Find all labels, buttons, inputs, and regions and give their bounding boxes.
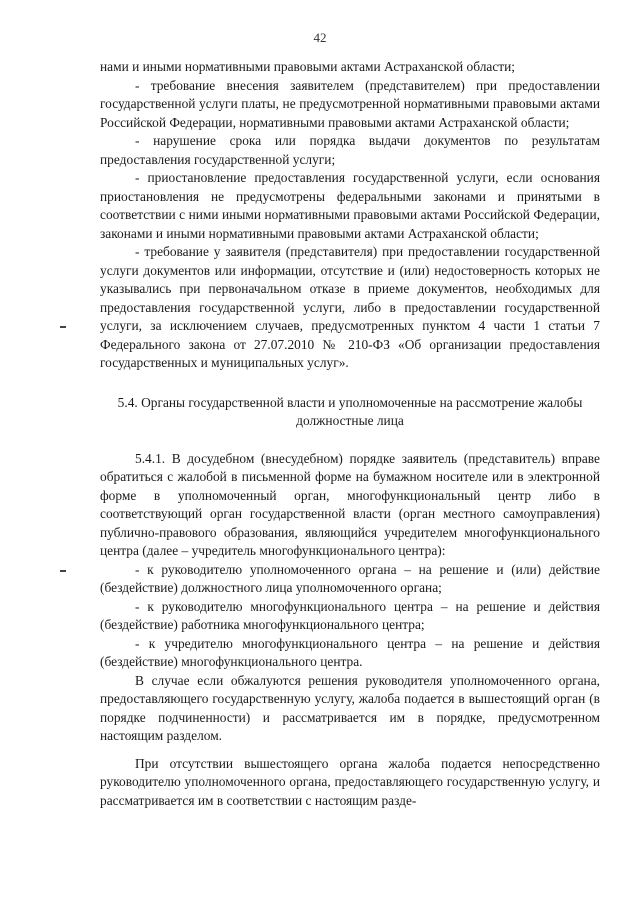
section-heading: 5.4. Органы государственной власти и уполномоченные на рассмотрение жалобы должностные лица	[117, 394, 583, 428]
paragraph: - приостановление предоставления государственной услуги, если основания приостановления не предусмотрены федеральными законами и принятыми в соответствии с ними иными нормативными правовыми актами Российской Федерации, законами и иными нормативными правовыми актами Астраханской области;	[100, 170, 600, 241]
paragraph: - нарушение срока или порядка выдачи документов по результатам предоставления государственной услуги;	[100, 133, 600, 167]
paragraph: При отсутствии вышестоящего органа жалоба подается непосредственно руководителю уполномоченного органа, предоставляющего государственную услугу, и рассматривается им в соответствии с настоящим разде-	[100, 755, 600, 808]
margin-mark	[60, 570, 66, 572]
paragraph: В случае если обжалуются решения руководителя уполномоченного органа, предоставляющего государственную услугу, жалоба подается в вышестоящий орган (в порядке подчиненности) и рассматривается им в порядке, предусмотренном настоящим разделом.	[100, 672, 600, 743]
paragraph: 5.4.1. В досудебном (внесудебном) порядке заявитель (представитель) вправе обратиться с жалобой в письменной форме на бумажном носителе или в электронной форме в уполномоченный орган, многофункциональный центр либо в соответствующий орган государственной власти (орган местного самоуправления) публично-правового образования, являющийся учредителем многофункционального центра (далее – учредитель многофункционального центра):	[100, 450, 600, 558]
paragraph: - к руководителю уполномоченного органа – на решение и (или) действие (бездействие) должностного лица уполномоченного органа;	[100, 561, 600, 595]
margin-mark	[60, 326, 66, 328]
document-body	[100, 58, 600, 810]
paragraph: - к руководителю многофункционального центра – на решение и действия (бездействие) работника многофункционального центра;	[100, 598, 600, 632]
page-number: 42	[313, 30, 327, 45]
paragraph: - требование у заявителя (представителя) при предоставлении государственной услуги документов или информации, отсутствие и (или) недостоверность которых не указывались при первоначальном отказе в приеме документов, необходимых для предоставления государственной услуги, либо в предоставлении государственной услуги, за исключением случаев, предусмотренных пунктом 4 части 1 статьи 7 Федерального закона от 27.07.2010 № 210-ФЗ «Об организации предоставления государственных и муниципальных услуг».	[100, 244, 600, 370]
paragraph: - к учредителю многофункционального центра – на решение и действия (бездействие) многофункционального центра.	[100, 635, 600, 669]
paragraph: - требование внесения заявителем (представителем) при предоставлении государственной услуги платы, не предусмотренной нормативными правовыми актами Российской Федерации, нормативными правовыми актами Астраханской области;	[100, 77, 600, 130]
paragraph: нами и иными нормативными правовыми актами Астраханской области;	[100, 59, 516, 74]
